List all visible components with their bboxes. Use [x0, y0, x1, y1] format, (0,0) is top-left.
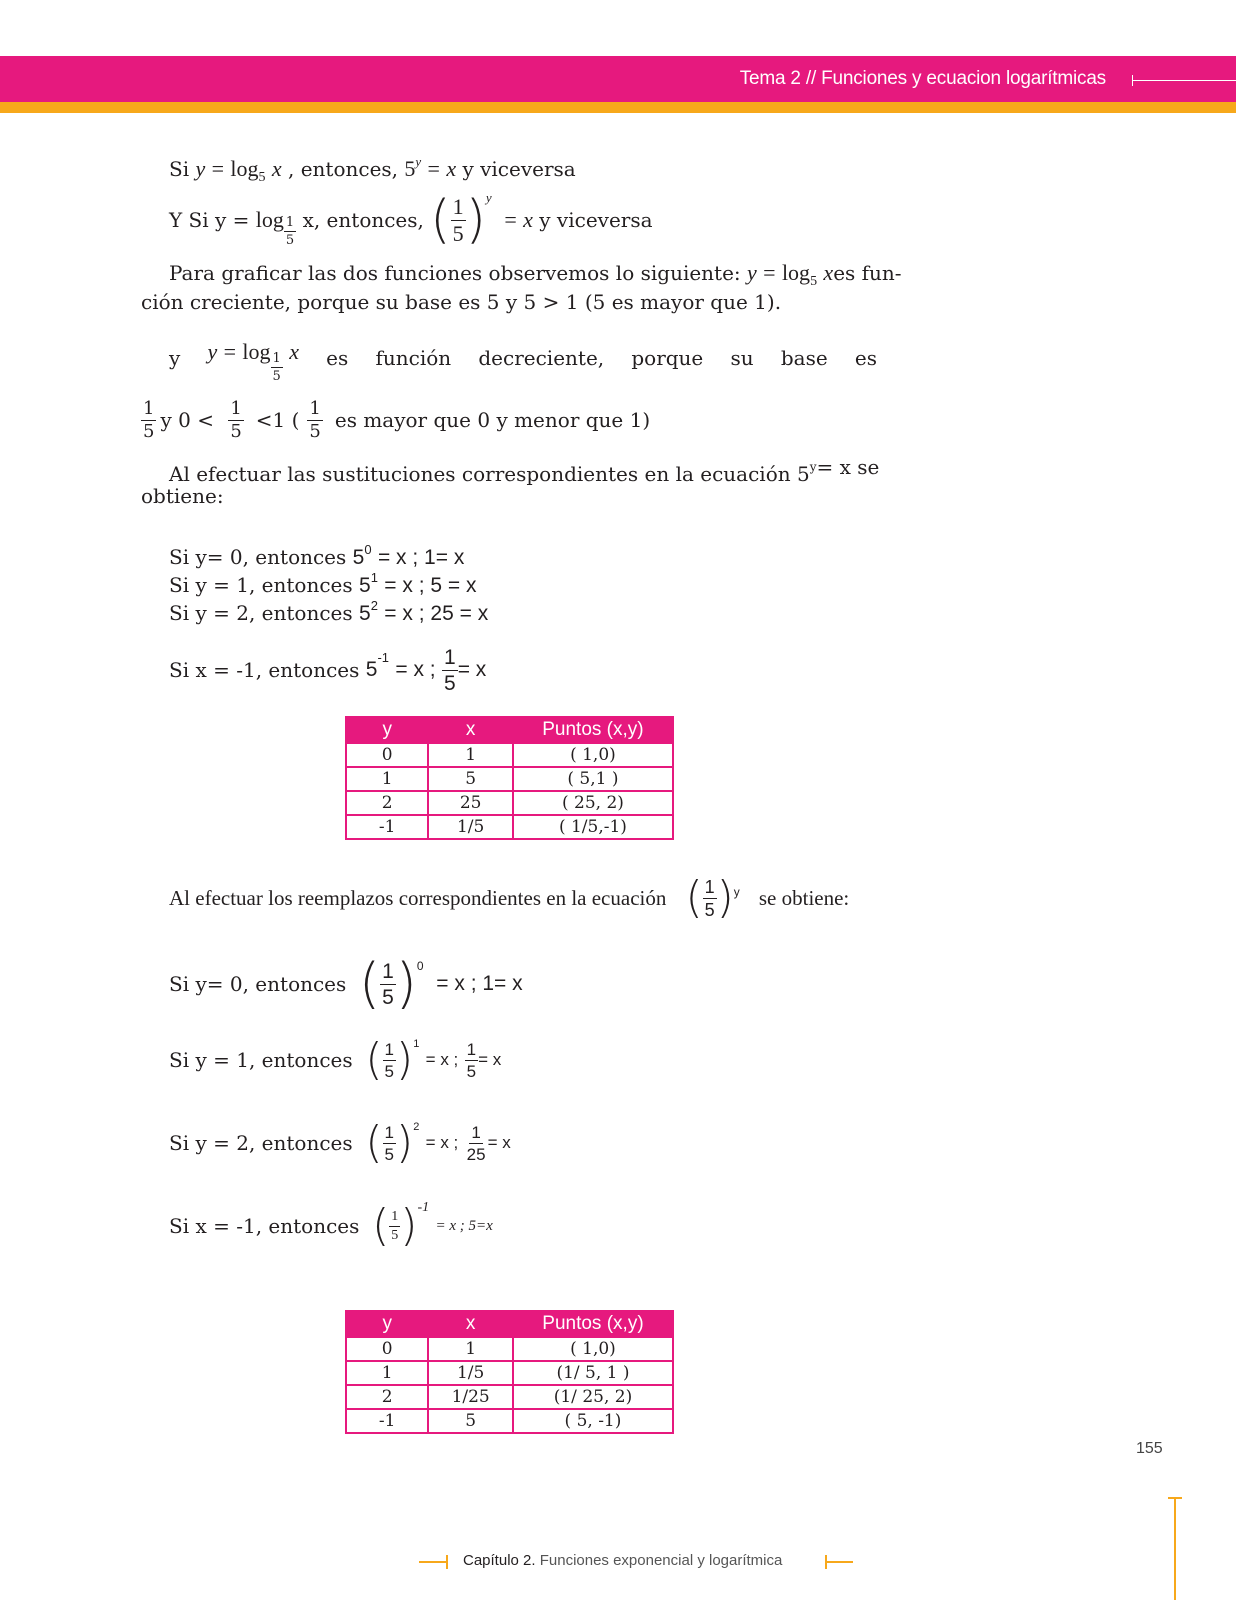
table-row: 2 25 ( 25, 2): [346, 791, 673, 815]
paragraph-creciente-line-2: ción creciente, porque su base es 5 y 5 > 1 (5 es mayor que 1).: [141, 290, 782, 314]
substitution-row: Si x = -1, entonces 5 -1 = x ; $\frac{1}{5}$ = x: [169, 645, 487, 695]
table-row: -1 5 ( 5, -1): [346, 1409, 673, 1433]
paragraph-creciente: Para graficar las dos funciones observemos lo siguiente: $y = \log_5 x$ es fun-: [169, 260, 902, 289]
column-header: x: [428, 717, 512, 743]
substitution-row: Si y = 2, entonces $5^2 = x$ ; 25 = x: [169, 598, 489, 625]
column-header: x: [428, 1311, 513, 1337]
margin-rule: [1174, 1498, 1176, 1600]
table-row: 1 1/5 (1/ 5, 1 ): [346, 1361, 673, 1385]
column-header: Puntos (x,y): [513, 717, 673, 743]
footer-chapter: Capítulo 2. Funciones exponencial y logarítmica: [463, 1552, 783, 1569]
header-rule: [1132, 80, 1236, 81]
definition-line-2: Y Si y = log $\frac{1}{5}$ x , entonces, ( $\frac{1}{5}$ ) y = x y viceversa: [169, 190, 653, 250]
header-accent-stripe: [0, 102, 1236, 113]
column-header: Puntos (x,y): [513, 1311, 673, 1337]
table-header-row: [346, 1311, 673, 1337]
paragraph-decreciente-line-2: $\frac{1}{5}$ y 0 < $\frac{1}{5}$ <1 ( $\frac{1}{5}$ es mayor que 0 y menor que 1): [143, 397, 651, 442]
table-row: 2 1/25 (1/ 25, 2): [346, 1385, 673, 1409]
header-rule-tick: [1132, 75, 1133, 86]
replacement-row: Si y = 2, entonces ( $\frac{1}{5}$ ) 2 = x ; $\frac{1}{25}$ = x: [169, 1117, 511, 1168]
page-number: 155: [1136, 1440, 1163, 1457]
table-header-row: [346, 717, 673, 743]
base-fraction: $\frac{1}{5}$: [452, 193, 464, 246]
table-row: 0 1 ( 1,0): [346, 1337, 673, 1361]
footer-rule-left: [419, 1561, 447, 1563]
footer-tick-left: [446, 1555, 448, 1569]
table-row: 1 5 ( 5,1 ): [346, 767, 673, 791]
paragraph-sustituciones-line-2: obtiene:: [141, 484, 224, 508]
substitution-row: Si y = 1, entonces $5^1 = x$ ; 5 = x: [169, 570, 477, 597]
substitution-row: Si y= 0, entonces $5^0 = x$ ; 1= x: [169, 542, 465, 569]
column-header: y: [346, 717, 428, 743]
table-row: -1 1/5 ( 1/5,-1): [346, 815, 673, 839]
log-base-fraction: $\frac{1}{5}$: [285, 214, 295, 248]
replacement-row: Si y = 1, entonces ( $\frac{1}{5}$ ) 1 = x ; $\frac{1}{5}$ = x: [169, 1034, 502, 1085]
paragraph-decreciente: y y = log $\frac{1}{5}$ x es función decreciente, porque su base es: [169, 339, 877, 384]
replacement-row: Si x = -1, entonces ( $\frac{1}{5}$ ) -1 = x ; 5=x: [169, 1200, 493, 1251]
section-title: Tema 2 // Funciones y ecuacion logarítmicas: [739, 68, 1106, 89]
log-base-fraction-2: $\frac{1}{5}$: [272, 351, 281, 384]
table-row: 0 1 ( 1,0): [346, 743, 673, 767]
paragraph-reemplazos: Al efectuar los reemplazos correspondientes en la ecuación ( $\frac{1}{5}$ ) y se obtiene:: [169, 872, 850, 923]
values-table-2: [345, 1310, 674, 1434]
values-table-1: [345, 716, 674, 840]
replacement-row: Si y= 0, entonces ( $\frac{1}{5}$ ) 0 = x ; 1= x: [169, 952, 523, 1015]
paragraph-sustituciones: Al efectuar las sustituciones correspondientes en la ecuación 5$^y$ = x se: [169, 455, 880, 486]
column-header: y: [346, 1311, 428, 1337]
definition-line-1: Si $y = \log_5 x$ , entonces, 5$^y$ = x y viceversa: [169, 154, 576, 185]
footer-rule-right: [825, 1561, 853, 1563]
